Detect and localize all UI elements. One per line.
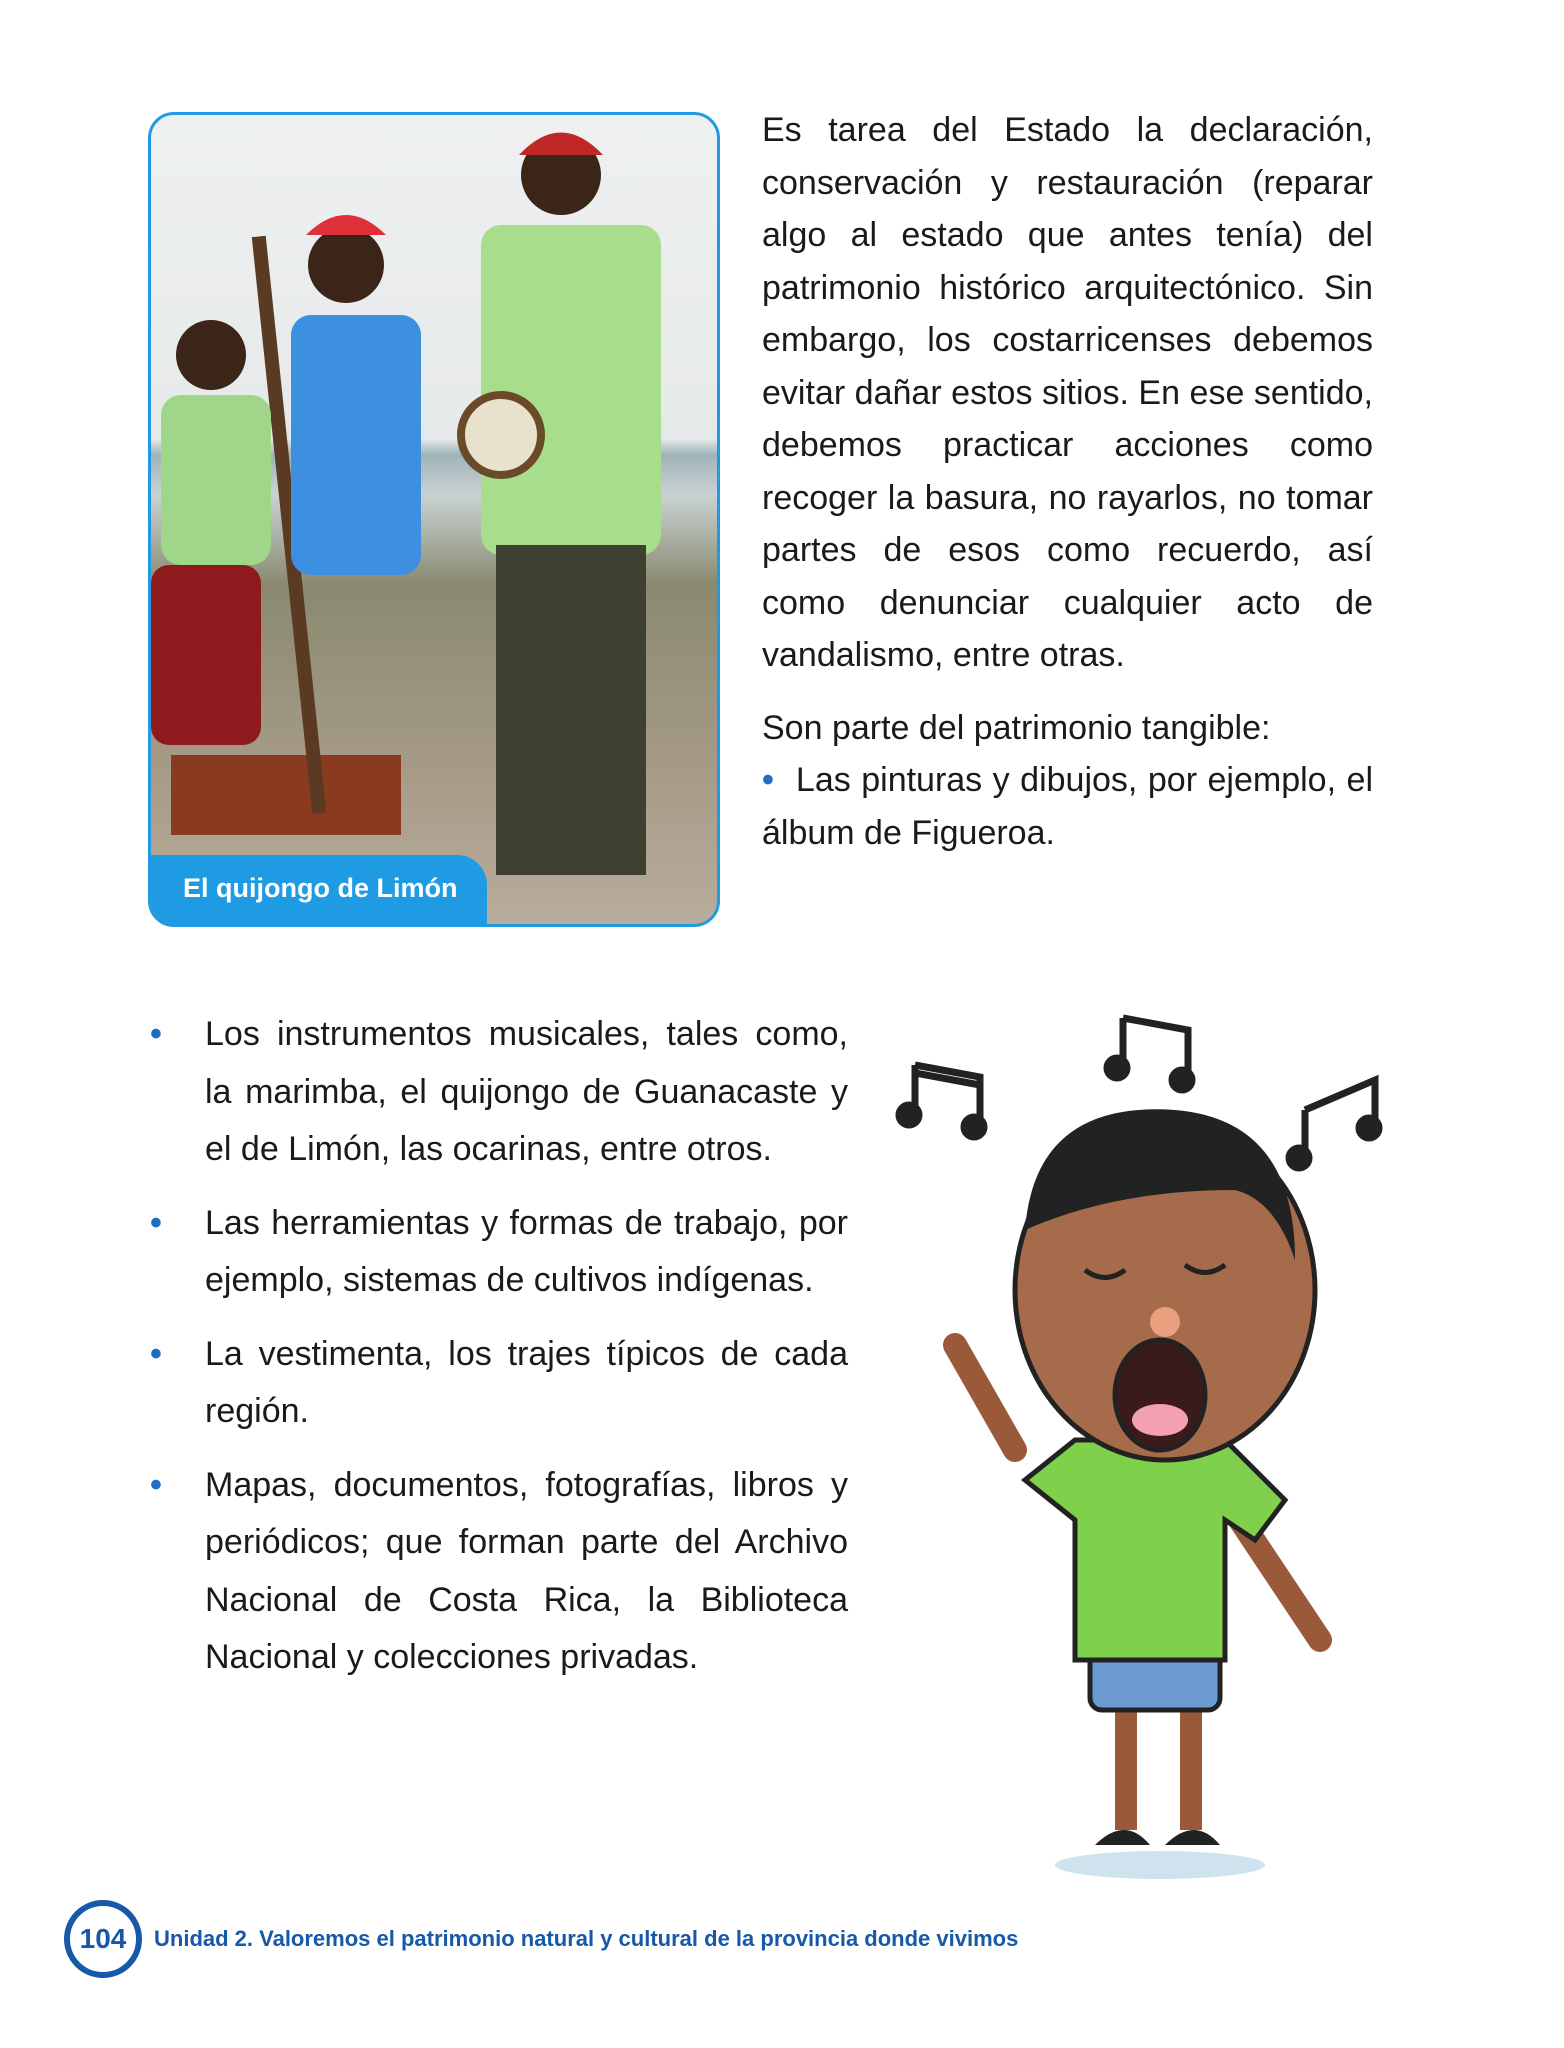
list-item bbox=[762, 754, 1373, 859]
list-item-text: Los instrumentos musicales, tales como, la marimba, el quijongo de Guanacaste y el de Limón, las ocarinas, entre otros. bbox=[205, 1015, 848, 1168]
bullet-icon: • bbox=[150, 1465, 162, 1504]
list-item-text: La vestimenta, los trajes típicos de cada región. bbox=[205, 1334, 848, 1430]
singing-boy-illustration bbox=[895, 1000, 1455, 1890]
photo-caption: El quijongo de Limón bbox=[151, 855, 487, 924]
bullet-icon: • bbox=[762, 761, 774, 799]
musicians-illustration bbox=[151, 115, 717, 924]
list-item bbox=[150, 1195, 848, 1310]
musicians-photo bbox=[148, 112, 720, 927]
list-item bbox=[150, 1457, 848, 1687]
list-item-text: Las herramientas y formas de trabajo, por ejemplo, sistemas de cultivos indígenas. bbox=[205, 1203, 848, 1299]
tangible-heritage-lead: Son parte del patrimonio tangible: bbox=[762, 708, 1271, 747]
list-item bbox=[150, 1006, 848, 1179]
page-number: 104 bbox=[64, 1900, 142, 1978]
unit-title: Unidad 2. Valoremos el patrimonio natural y cultural de la provincia donde vivimos bbox=[154, 1926, 1019, 1951]
right-column bbox=[762, 104, 1373, 859]
bullet-icon: • bbox=[150, 1334, 162, 1373]
list-item-text: Las pinturas y dibujos, por ejemplo, el álbum de Figueroa. bbox=[762, 761, 1373, 852]
list-item-text: Mapas, documentos, fotografías, libros y periódicos; que forman parte del Archivo Nacional de Costa Rica, la Biblioteca Nacional y colecciones privadas. bbox=[205, 1465, 848, 1676]
bullet-icon: • bbox=[150, 1015, 162, 1053]
list-item bbox=[150, 1326, 848, 1441]
intro-paragraph: Es tarea del Estado la declaración, conservación y restauración (reparar algo al estado que antes tenía) del patrimonio histórico arquitectónico. Sin embargo, los costarricenses debemos evitar dañar estos sitios. En ese sentido, debemos practicar acciones como recoger la basura, no rayarlos, no tomar partes de esos como recuerdo, así como denunciar cualquier acto de vandalismo, entre otras. bbox=[762, 111, 1373, 674]
page-footer bbox=[64, 1900, 1018, 1978]
bullet-icon: • bbox=[150, 1203, 162, 1242]
tangible-heritage-list bbox=[150, 1006, 848, 1703]
